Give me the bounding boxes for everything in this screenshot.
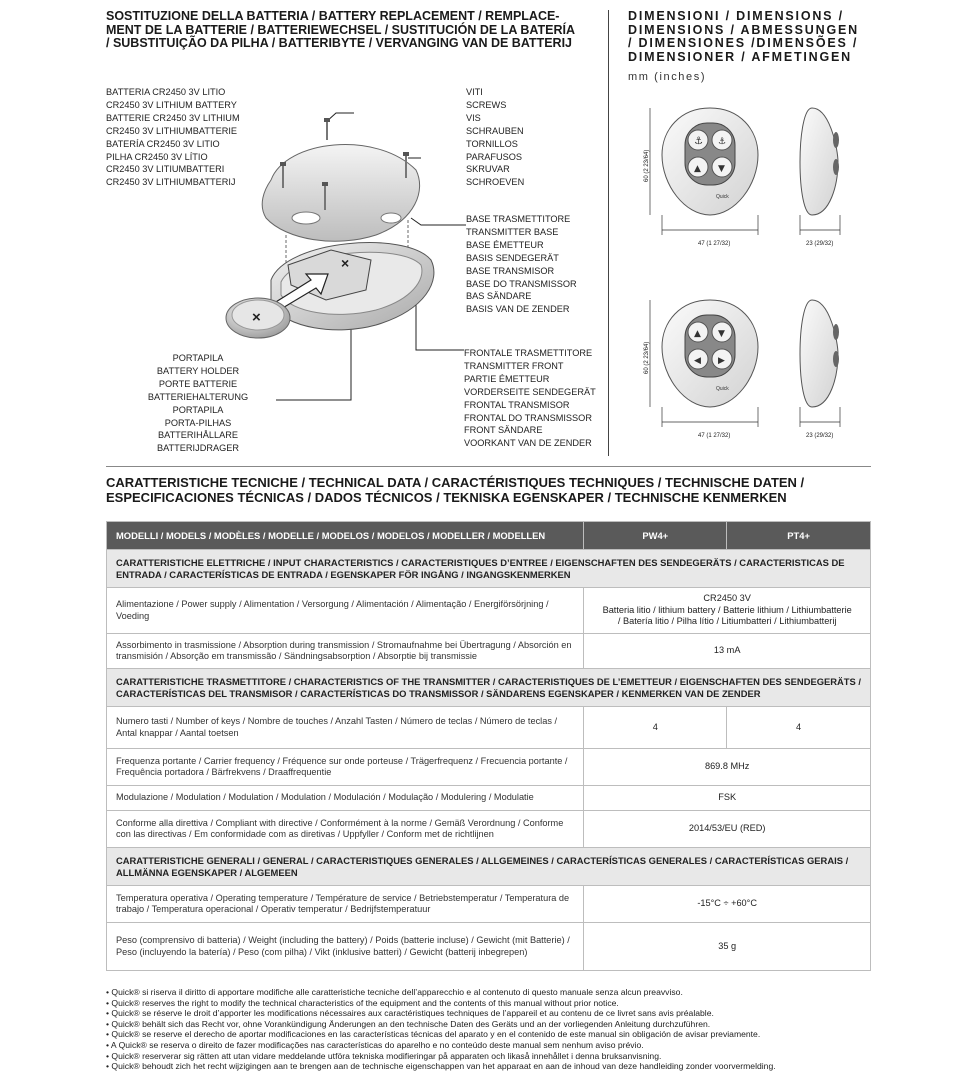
height-dimension: 60 (2 23/64) <box>644 341 650 374</box>
table-row <box>107 634 871 669</box>
table-header-row <box>107 522 871 550</box>
table-section-row <box>107 848 871 886</box>
label-line: BATTERIJDRAGER <box>156 443 239 454</box>
label-line: CR2450 3V LITHIUMBATTERIE <box>106 125 238 136</box>
row-label: Temperatura operativa / Operating temperature / Température de service / Betriebstemperatur / Temperatura de trabajo / Temperatura operacional / Operativ temperatur / Bedrijfstemperatuur <box>107 886 584 923</box>
label-line: BASIS SENDEGERÄT <box>466 252 559 263</box>
label-line: BASE ÉMETTEUR <box>466 239 544 250</box>
spec-table <box>106 521 871 971</box>
label-line: FRONTAL TRANSMISOR <box>464 399 570 410</box>
models-header: MODELLI / MODELS / MODÈLES / MODELLE / MODELOS / MODELOS / MODELLER / MODELLEN <box>107 522 584 550</box>
label-line: SCHROEVEN <box>466 177 525 188</box>
arrow-up-icon: ▲ <box>694 329 701 339</box>
label-line: BASIS VAN DE ZENDER <box>466 304 570 315</box>
row-value: 2014/53/EU (RED) <box>584 811 871 848</box>
label-line: BAS SÄNDARE <box>466 291 532 302</box>
label-line: FRONTAL DO TRANSMISSOR <box>464 412 592 423</box>
label-line: VORDERSEITE SENDEGERÄT <box>464 386 596 397</box>
title-line: DIMENSIONER / AFMETINGEN <box>628 49 852 64</box>
table-section-row <box>107 550 871 588</box>
value-line: Batteria litio / lithium battery / Batterie lithium / Lithiumbatterie <box>602 604 852 615</box>
note-line: • Quick® si riserva il diritto di apportare modifiche alle caratteristiche tecniche dell’apparecchio e al contenuto di questo manuale senza alcun preavviso. <box>106 987 683 997</box>
pt4-front-view <box>662 300 758 407</box>
note-line: • Quick® se réserve le droit d’apporter les modifications nécessaires aux caractéristiques techniques de l’appareil et au contenu de ce livret sans avis préalable. <box>106 1008 714 1019</box>
width-dimension: 47 (1 27/32) <box>698 433 731 439</box>
row-label: Numero tasti / Number of keys / Nombre de touches / Anzahl Tasten / Número de teclas / Número de teclas / Antal knappar / Aantal toetsen <box>107 707 584 749</box>
label-line: PORTAPILA <box>172 353 224 363</box>
note-line: • Quick® reserverar sig rätten att utan vidare meddelande utföra tekniska modifieringar på apparaten och likaså innehållet i denna bruksanvisning. <box>106 1050 662 1061</box>
label-line: BATTERY HOLDER <box>156 365 240 376</box>
label-line: CR2450 3V LITHIUM BATTERY <box>106 99 237 110</box>
label-line: PARAFUSOS <box>466 151 522 162</box>
height-dimension: 60 (2 23/64) <box>644 149 650 182</box>
title-line: MENT DE LA BATTERIE / BATTERIEWECHSEL / SUSTITUCIÓN DE LA BATERÍA <box>106 22 575 37</box>
label-line: BASE TRASMETTITORE <box>466 214 571 224</box>
row-label: Assorbimento in trasmissione / Absorption during transmission / Stromaufnahme bei Übertragung / Absorción en transmisión / Absorção em transmissão / Sändningsabsorption / Absorptie bij transmissie <box>107 634 584 669</box>
section-heading: CARATTERISTICHE GENERALI / GENERAL / CARACTERISTIQUES GENERALES / ALLGEMEINES / CARACTERÍSTICAS GENERALES / CARACTERÍSTICAS GERAIS / ALLMÄNNA EGENSKAPER / ALGEMEEN <box>107 848 871 886</box>
dimensions-section-title <box>628 10 866 64</box>
row-label: Conforme alla direttiva / Compliant with directive / Conformément à la norme / Gemäß Verordnung / Conforme con las directivas / Em conformidade com as diretivas / Uppfyller / Conform met de richtlijnen <box>107 811 584 848</box>
row-value: 13 mA <box>584 634 871 669</box>
pw4-header: PW4+ <box>584 522 727 550</box>
width-dimension: 47 (1 27/32) <box>698 241 731 247</box>
label-line: VOORKANT VAN DE ZENDER <box>464 438 592 449</box>
note-line: • Quick® behoudt zich het recht wijzigingen aan te brengen aan de technische eigenschappen van het apparaat en aan de inhoud van deze handleiding zonder voorvermelding. <box>106 1061 776 1072</box>
title-line: ESPECIFICACIONES TÉCNICAS / DADOS TÉCNICOS / TEKNISKA EGENSKAPER / TECHNISCHE KENMERKEN <box>106 490 787 505</box>
tech-section-title <box>106 475 876 505</box>
anchor-up-icon: ⚓ <box>718 137 727 147</box>
label-line: BATTERIA CR2450 3V LITIO <box>106 87 226 97</box>
note-line: • Quick® se reserve el derecho de aportar modificaciones en las características técnicas del aparato y en el contenido de este manual sin obligación de avisar previamente. <box>106 1029 761 1040</box>
label-line: BASE TRANSMISOR <box>466 265 555 276</box>
note-line: • Quick® behält sich das Recht vor, ohne Vorankündigung Änderungen an den technische Daten des Geräts und an der vorliegenden Anleitung durchzuführen. <box>106 1018 711 1029</box>
pt4-side-view <box>800 300 839 407</box>
title-line: SOSTITUZIONE DELLA BATTERIA / BATTERY REPLACEMENT / REMPLACE- <box>106 9 560 23</box>
table-row <box>107 588 871 634</box>
label-line: CR2450 3V LITIUMBATTERI <box>106 164 225 175</box>
vertical-divider <box>608 10 609 456</box>
label-line: CR2450 3V LITHIUMBATTERIJ <box>106 177 236 188</box>
label-line: FRONTALE TRASMETTITORE <box>464 348 593 358</box>
svg-text:×: × <box>341 255 350 271</box>
base-labels <box>466 213 577 316</box>
pt4-header: PT4+ <box>727 522 871 550</box>
row-value: 35 g <box>584 923 871 971</box>
title-line: / DIMENSIONES /DIMENSÕES / <box>628 36 859 50</box>
value-line: CR2450 3V <box>703 593 751 604</box>
row-value: 869.8 MHz <box>584 749 871 786</box>
label-line: BASE DO TRANSMISSOR <box>466 278 577 289</box>
pw4-side-view <box>800 108 839 215</box>
front-shell <box>262 145 419 242</box>
label-line: SCREWS <box>466 99 507 110</box>
label-line: FRONT SÄNDARE <box>464 425 543 436</box>
label-line: TORNILLOS <box>466 138 518 149</box>
brand-logo: Quick <box>716 194 729 200</box>
section-heading: CARATTERISTICHE ELETTRICHE / INPUT CHARACTERISTICS / CARACTERISTIQUES D’ENTREE / EIGENSCHAFTEN DES SENDEGERÄTS / CARACTERISTICAS DE ENTRADA / CARACTERÍSTICAS DE ENTRADA / EGENSKAPER FÖR INGÅNG / INGANGSKENMERKEN <box>107 550 871 588</box>
row-value <box>584 588 871 634</box>
table-row <box>107 811 871 848</box>
coin-battery-icon <box>226 298 290 338</box>
arrow-up-icon: ▲ <box>694 164 701 174</box>
title-line: / SUBSTITUIÇÃO DA PILHA / BATTERIBYTE / VERVANGING VAN DE BATTERIJ <box>106 36 572 50</box>
row-label: Frequenza portante / Carrier frequency / Fréquence sur onde porteuse / Trägerfrequenz / Frecuencia portante / Frequência portadora / Bärfrekvens / Draaffrequentie <box>107 749 584 786</box>
label-line: PORTA-PILHAS <box>164 417 232 428</box>
arrow-down-icon: ▼ <box>718 164 725 174</box>
dimension-unit: mm (inches) <box>628 71 707 83</box>
battery-section-title <box>106 10 596 51</box>
row-value-pw4: 4 <box>584 707 727 749</box>
note-line: • Quick® reserves the right to modify the technical characteristics of the equipment and the contents of this manual without prior notice. <box>106 997 619 1008</box>
table-section-row <box>107 669 871 707</box>
label-line: VIS <box>466 112 481 123</box>
table-row <box>107 749 871 786</box>
row-value: -15°C ÷ +60°C <box>584 886 871 923</box>
svg-text:×: × <box>252 309 261 326</box>
label-line: SCHRAUBEN <box>466 125 524 136</box>
row-value: FSK <box>584 786 871 811</box>
screw-icon <box>324 118 330 140</box>
label-line: BATTERIHÅLLARE <box>158 430 238 441</box>
exploded-view-illustration <box>176 100 476 410</box>
value-line: / Batería litio / Pilha lítio / Litiumbatteri / Lithiumbatterij <box>617 616 837 627</box>
title-line: DIMENSIONS / ABMESSUNGEN <box>628 22 859 37</box>
label-line: BATTERIE CR2450 3V LITHIUM <box>106 112 240 123</box>
label-line: SKRUVAR <box>466 164 510 175</box>
anchor-icon: ⚓ <box>694 136 703 147</box>
arrow-down-icon: ▼ <box>718 329 725 339</box>
table-row <box>107 923 871 971</box>
pw4-front-view <box>662 108 758 215</box>
label-line: BATTERIEHALTERUNG <box>147 391 249 402</box>
label-line: PORTAPILA <box>172 404 224 415</box>
note-line: • A Quick® se reserva o direito de fazer modificações nas características do aparelho e no conteúdo deste manual sem nenhum aviso prévio. <box>106 1039 644 1050</box>
label-line: TRANSMITTER BASE <box>466 226 559 237</box>
table-row <box>107 786 871 811</box>
label-line: PARTIE ÉMETTEUR <box>464 373 550 384</box>
arrow-right-icon: ▶ <box>718 356 725 366</box>
depth-dimension: 23 (29/32) <box>806 433 834 439</box>
section-heading: CARATTERISTICHE TRASMETTITORE / CHARACTERISTICS OF THE TRANSMITTER / CARACTERISTIQUES DE L’EMETTEUR / EIGENSCHAFTEN DES SENDEGERÄTS / CARACTERÍSTICAS DEL TRANSMISOR / CARACTERÍSTICAS DO TRANSMISSOR / SÄNDARENS EGENSKAPER / KENMERKEN VAN DE ZENDER <box>107 669 871 707</box>
row-label: Modulazione / Modulation / Modulation / Modulation / Modulación / Modulação / Modulering / Modulatie <box>107 786 584 811</box>
label-line: PILHA CR2450 3V LÍTIO <box>106 151 208 162</box>
title-line: CARATTERISTICHE TECNICHE / TECHNICAL DATA / CARACTÉRISTIQUES TECHNIQUES / TECHNISCHE DATEN / <box>106 475 805 490</box>
horizontal-divider <box>106 466 871 467</box>
row-label: Peso (comprensivo di batteria) / Weight (including the battery) / Poids (batterie incluse) / Gewicht (mit Batterie) / Peso (incluyendo la batería) / Peso (com pilha) / Vikt (inklusive batteri) / Gewicht (batterij inbegrepen) <box>107 923 584 971</box>
table-row <box>107 707 871 749</box>
brand-logo: Quick <box>716 386 729 392</box>
front-labels <box>464 347 596 450</box>
label-line: BATERÍA CR2450 3V LITIO <box>106 138 220 149</box>
arrow-left-icon: ◀ <box>694 356 701 366</box>
dimension-drawings <box>640 90 875 450</box>
label-line: TRANSMITTER FRONT <box>464 360 564 371</box>
row-label: Alimentazione / Power supply / Alimentation / Versorgung / Alimentación / Alimentação / Energiförsörjning / Voeding <box>107 588 584 634</box>
row-value-pt4: 4 <box>727 707 871 749</box>
disclaimer-notes <box>106 987 876 1072</box>
depth-dimension: 23 (29/32) <box>806 241 834 247</box>
label-line: PORTE BATTERIE <box>158 378 238 389</box>
title-line: DIMENSIONI / DIMENSIONS / <box>628 9 844 23</box>
label-line: VITI <box>466 87 483 97</box>
table-row <box>107 886 871 923</box>
